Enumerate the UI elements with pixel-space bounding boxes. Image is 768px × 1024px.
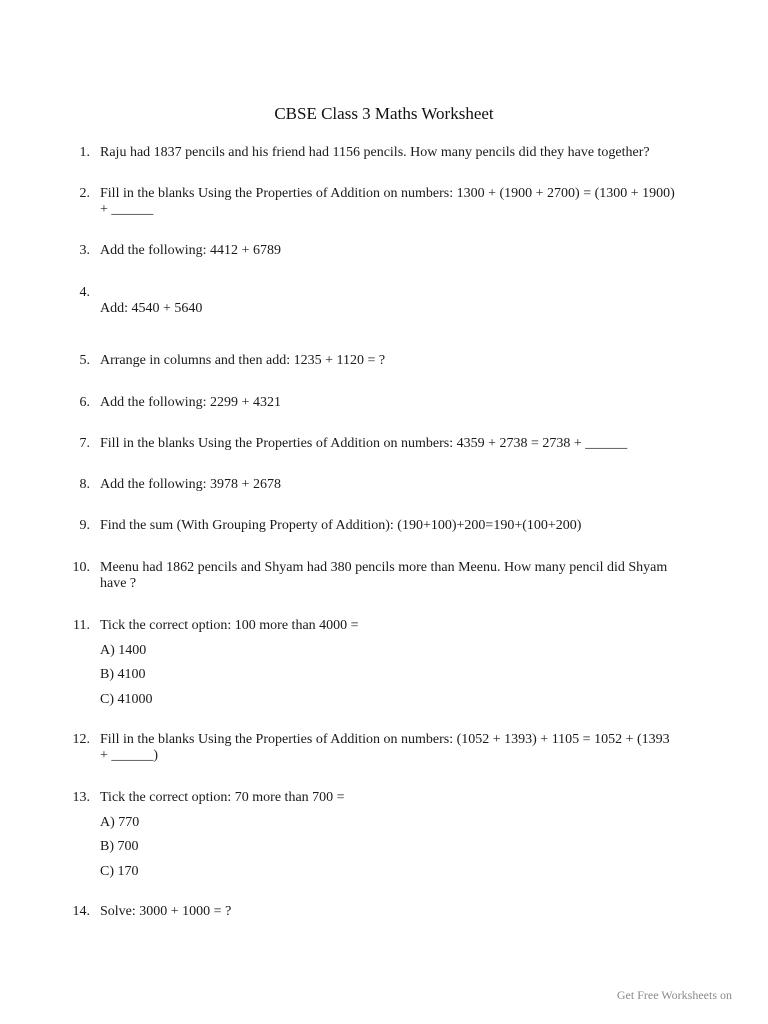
question-text: Solve: 3000 + 1000 = ? <box>100 904 232 919</box>
question-number: 7. <box>79 436 90 451</box>
option-a[interactable]: A) 1400 <box>100 643 147 658</box>
question-number: 3. <box>79 243 90 258</box>
question-text: Add the following: 3978 + 2678 <box>100 477 281 492</box>
question-number: 11. <box>73 618 90 633</box>
question-number: 14. <box>72 904 90 919</box>
question-number: 10. <box>72 560 90 575</box>
question-number: 4. <box>79 285 90 300</box>
question-number: 1. <box>79 145 90 160</box>
question-text: Arrange in columns and then add: 1235 + 1120 = ? <box>100 353 386 368</box>
question-text: Add the following: 4412 + 6789 <box>100 243 281 258</box>
footer-text: Get Free Worksheets on <box>616 988 732 1002</box>
question-number: 12. <box>72 732 90 747</box>
question-number: 5. <box>79 353 90 368</box>
question-number: 9. <box>79 518 90 533</box>
question-text: Raju had 1837 pencils and his friend had 1156 pencils. How many pencils did they have together? <box>100 145 650 160</box>
question-text: Meenu had 1862 pencils and Shyam had 380 pencils more than Meenu. How many pencil did Shyam have ? <box>100 560 668 591</box>
option-c[interactable]: C) 170 <box>100 864 139 879</box>
question-text: Add the following: 2299 + 4321 <box>100 395 281 410</box>
question-text: Find the sum (With Grouping Property of Addition): (190+100)+200=190+(100+200) <box>100 518 582 533</box>
question-number: 13. <box>72 790 90 805</box>
question-number: 2. <box>79 186 90 201</box>
option-a[interactable]: A) 770 <box>100 815 140 830</box>
question-text: Fill in the blanks Using the Properties of Addition on numbers: 1300 + (1900 + 2700) = (1300 + 1900) + ______ <box>100 186 675 217</box>
question-text: Fill in the blanks Using the Properties of Addition on numbers: 4359 + 2738 = 2738 + ______ <box>100 436 628 451</box>
question-text: Add: 4540 + 5640 <box>100 301 203 316</box>
worksheet-title: CBSE Class 3 Maths Worksheet <box>274 104 494 123</box>
question-text: Tick the correct option: 70 more than 700 = <box>100 790 345 805</box>
question-number: 6. <box>79 395 90 410</box>
option-b[interactable]: B) 700 <box>100 839 139 854</box>
question-number: 8. <box>79 477 90 492</box>
question-text: Tick the correct option: 100 more than 4000 = <box>100 618 359 633</box>
option-c[interactable]: C) 41000 <box>100 692 153 707</box>
question-text: Fill in the blanks Using the Properties of Addition on numbers: (1052 + 1393) + 1105 = 1052 + (1393 + ______) <box>100 732 670 763</box>
option-b[interactable]: B) 4100 <box>100 667 146 682</box>
